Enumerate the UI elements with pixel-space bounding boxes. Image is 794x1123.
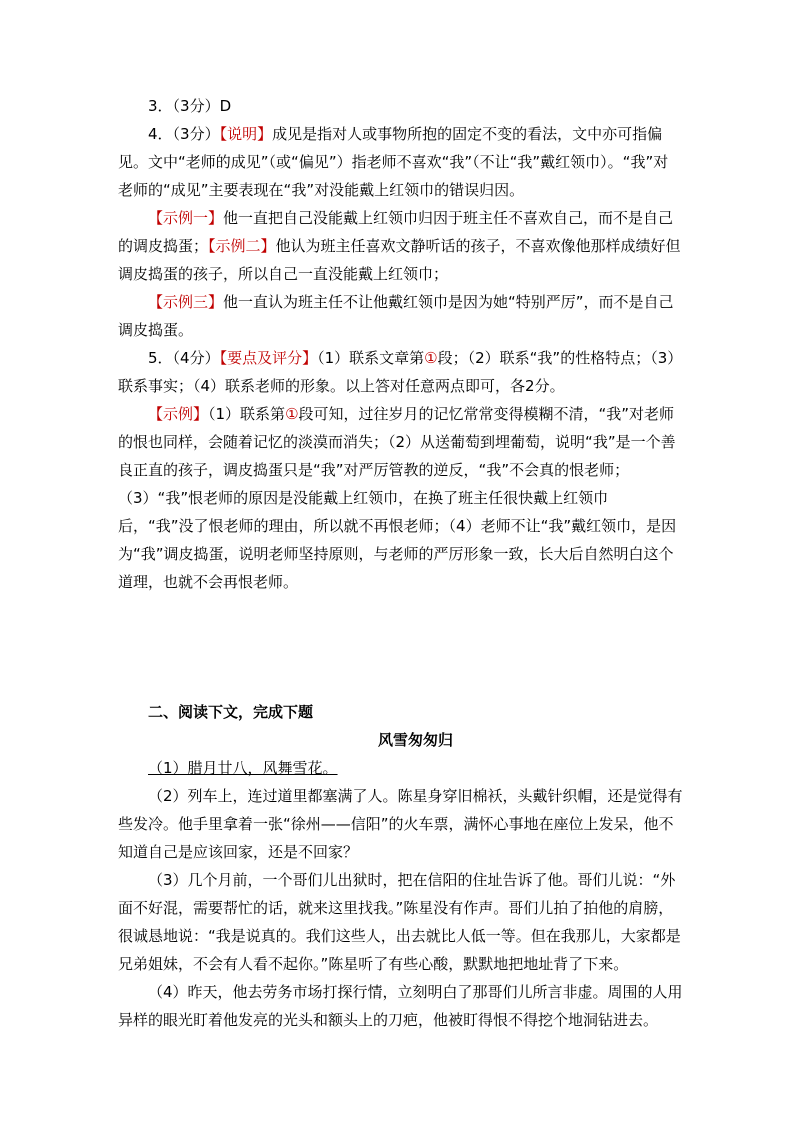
example-1-text: 他一直把自己没能戴上红领巾归因于班主任不喜欢自己，而不是自己的调皮捣蛋； <box>118 209 674 255</box>
answer-4-text: 成见是指对人或事物所抱的固定不变的看法，文中亦可指偏见。文中“老师的成见”（或“偏见”）指老师不喜欢“我”（不让“我”戴红领巾）。“我”对老师的“成见”主要表现在“我”对没能戴上红领巾的错误归因。 <box>118 125 669 199</box>
passage-paragraph-3: （3）几个月前，一个哥们儿出狱时，把在信阳的住址告诉了他。哥们儿说：“外面不好混，需要帮忙的话，就来这里找我。”陈星没有作声。哥们儿拍了拍他的肩膀，很诚恳地说：“我是说真的。我们这些人，出去就比人低一等。但在我那儿，大家都是兄弟姐妹，不会有人看不起你。”陈星听了有些心酸，默默地把地址背了下来。 <box>118 871 681 973</box>
answer-5-number: 5．（4分） <box>148 349 220 367</box>
answer-5-tag: 【要点及评分】 <box>219 349 318 367</box>
example-2-tag: 【示例二】 <box>208 237 276 255</box>
answer-4-number: 4．（3分） <box>148 125 220 143</box>
section-2-heading: 二、阅读下文，完成下题 <box>148 703 314 721</box>
answer-5-example-tag: 【示例】 <box>148 405 209 423</box>
answer-5-text-b: 段；（2）联系“我”的性格特点；（3）联系事实；（4）联系老师的形象。以上答对任意两点即可，各2分。 <box>118 349 683 395</box>
example-3-text: 他一直认为班主任不让他戴红领巾是因为她“特别严厉”，而不是自己调皮捣蛋。 <box>118 293 674 339</box>
answer-5-example-text-b: 段可知，过往岁月的记忆常常变得模糊不清，“我”对老师的恨也同样，会随着记忆的淡漠而消失；（2）从送葡萄到埋葡萄，说明“我”是一个善良正直的孩子，调皮捣蛋只是“我”对严厉管教的逆反，“我”不会真的恨老师；（3）“我”恨老师的原因是没能戴上红领巾，在换了班主任很快戴上红领巾后，“我”没了恨老师的理由，所以就不再恨老师；（4）老师不让“我”戴红领巾，是因为“我”调皮捣蛋，说明老师坚持原则，与老师的严厉形象一致，长大后自然明白这个道理，也就不会再恨老师。 <box>118 405 677 591</box>
answer-5-example <box>118 400 683 596</box>
circled-one: ① <box>285 405 299 423</box>
answer-3-text: D <box>219 97 232 115</box>
passage-paragraph-2: （2）列车上，连过道里都塞满了人。陈星身穿旧棉袄，头戴针织帽，还是觉得有些发冷。他手里拿着一张“徐州——信阳”的火车票，满怀心事地在座位上发呆，他不知道自己是应该回家，还是不回家？ <box>118 787 683 861</box>
answer-5-example-text-a: （1）联系第 <box>208 405 286 423</box>
answer-3-number: 3．（3分） <box>148 97 220 115</box>
passage-paragraph-1-text: （1）腊月廿八，风舞雪花。 <box>148 759 338 777</box>
passage-paragraph-1 <box>118 754 683 782</box>
document-content <box>118 92 683 1034</box>
answer-4-example-3 <box>118 288 683 344</box>
answer-5 <box>118 344 683 400</box>
answer-3 <box>118 92 683 120</box>
answer-5-text: （1）联系文章第 <box>317 349 425 367</box>
example-1-tag: 【示例一】 <box>148 209 224 227</box>
answer-4 <box>118 120 683 204</box>
circled-one: ① <box>424 349 438 367</box>
answer-4-examples-1-2 <box>118 204 683 288</box>
passage-paragraph-4: （4）昨天，他去劳务市场打探行情，立刻明白了那哥们儿所言非虚。周围的人用异样的眼光盯着他发亮的光头和额头上的刀疤，他被盯得恨不得挖个地洞钻进去。 <box>118 983 683 1029</box>
answer-4-tag: 【说明】 <box>219 125 273 143</box>
passage-title: 风雪匆匆归 <box>377 731 453 749</box>
example-3-tag: 【示例三】 <box>148 293 224 311</box>
section-spacer <box>118 596 683 698</box>
example-2-text: 他认为班主任喜欢文静听话的孩子，不喜欢像他那样成绩好但调皮捣蛋的孩子，所以自己一直没能戴上红领巾； <box>118 237 681 283</box>
